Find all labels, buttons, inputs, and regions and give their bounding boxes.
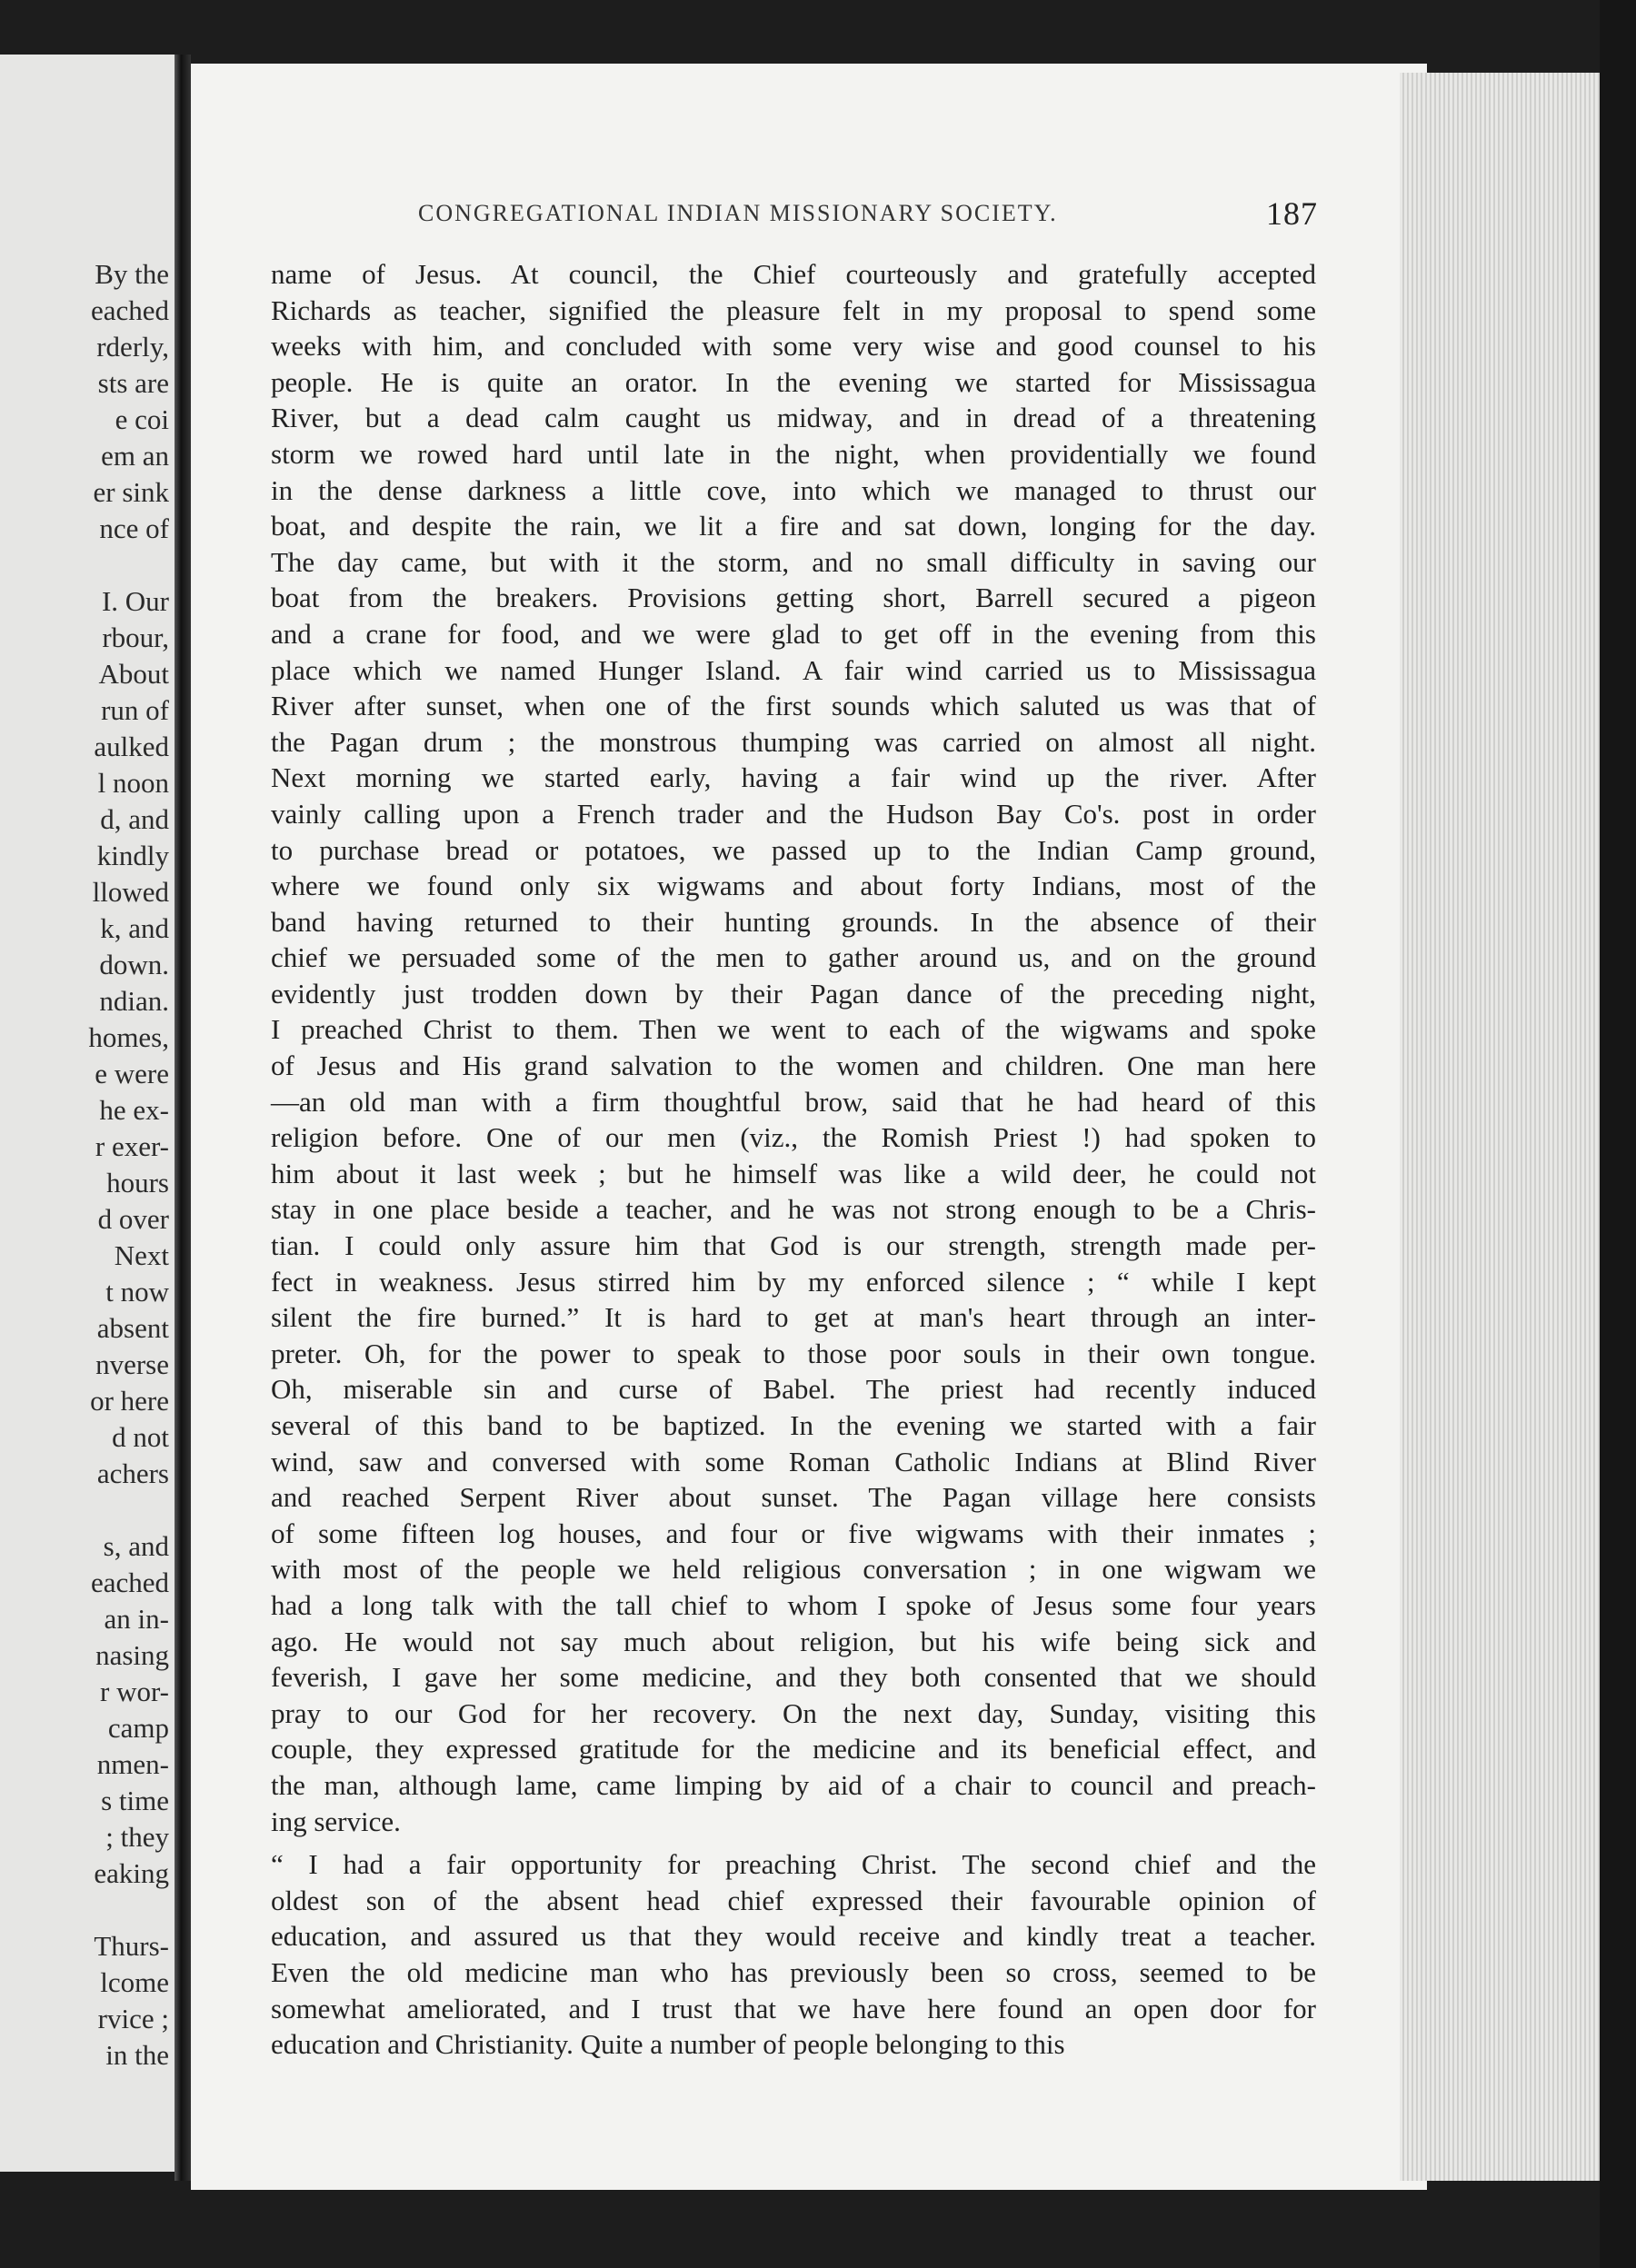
text-line: band having returned to their hunting grounds. In the absence of their	[271, 905, 1316, 938]
running-title: CONGREGATIONAL INDIAN MISSIONARY SOCIETY.	[418, 200, 1058, 226]
left-page-line: s time	[101, 1785, 169, 1816]
text-line: in the dense darkness a little cove, into which we managed to thrust our	[271, 473, 1316, 506]
left-page-line: aulked	[94, 731, 169, 762]
text-line: place which we named Hunger Island. A fair wind carried us to Mississagua	[271, 653, 1316, 686]
left-page-line	[88, 1492, 169, 1528]
left-page-line: rderly,	[96, 331, 169, 363]
text-line: River, but a dead calm caught us midway, and in dread of a threatening	[271, 402, 1316, 434]
text-line: and reached Serpent River about sunset. The Pagan village here consists	[271, 1481, 1316, 1514]
text-line: ing service.	[271, 1805, 401, 1837]
text-line: him about it last week ; but he himself was like a wild deer, he could not	[271, 1157, 1316, 1189]
text-line: Next morning we started early, having a fair wind up the river. After	[271, 761, 1316, 794]
text-line: chief we persuaded some of the men to gather around us, and on the ground	[271, 941, 1316, 974]
background-edge	[1600, 0, 1636, 2268]
left-page-line: Next	[114, 1239, 169, 1271]
text-line: with most of the people we held religious conversation ; in one wigwam we	[271, 1553, 1316, 1586]
left-page-line: ndian.	[99, 985, 169, 1017]
text-line: to purchase bread or potatoes, we passed up to the Indian Camp ground,	[271, 833, 1316, 866]
left-page-line: s, and	[103, 1530, 169, 1562]
left-page-line: camp	[107, 1712, 169, 1744]
page-header	[418, 195, 1318, 232]
text-line: —an old man with a firm thoughtful brow, said that he had heard of this	[271, 1085, 1316, 1118]
text-line: evidently just trodden down by their Pagan dance of the preceding night,	[271, 977, 1316, 1010]
left-page-line: e were	[95, 1058, 169, 1089]
left-page-line: eaking	[94, 1857, 169, 1889]
left-page-line: nmen-	[96, 1748, 169, 1780]
left-page-line: em an	[101, 440, 169, 472]
text-line: had a long talk with the tall chief to whom I spoke of Jesus some four years	[271, 1588, 1316, 1621]
text-line: silent the fire burned.” It is hard to get at man's heart through an inter-	[271, 1301, 1316, 1334]
left-page-line: eached	[90, 294, 169, 326]
book-gutter	[175, 55, 191, 2181]
text-line: stay in one place beside a teacher, and he was not strong enough to be a Chris-	[271, 1193, 1316, 1226]
left-page-line: e coi	[115, 403, 169, 435]
text-line: of Jesus and His grand salvation to the women and children. One man here	[271, 1049, 1316, 1082]
text-line: ago. He would not say much about religion, but his wife being sick and	[271, 1625, 1316, 1657]
left-page-line: down.	[99, 949, 169, 980]
text-line: “ I had a fair opportunity for preaching Christ. The second chief and the	[271, 1848, 1316, 1881]
left-page-line: t now	[105, 1276, 169, 1308]
text-line: people. He is quite an orator. In the evening we started for Mississagua	[271, 365, 1316, 398]
left-page-line: k, and	[100, 912, 169, 944]
left-page-line: Thurs-	[94, 1930, 169, 1962]
left-page-line: r wor-	[100, 1676, 169, 1707]
left-page-line: run of	[101, 694, 169, 726]
left-page-line: kindly	[96, 840, 169, 871]
text-line: and a crane for food, and we were glad to get off in the evening from this	[271, 617, 1316, 650]
text-line: couple, they expressed gratitude for the medicine and its beneficial effect, and	[271, 1733, 1316, 1766]
left-page-line: hours	[106, 1167, 169, 1199]
left-page-line: llowed	[92, 876, 169, 908]
text-line: boat, and despite the rain, we lit a fire and sat down, longing for the day.	[271, 510, 1316, 542]
left-page-line: eached	[90, 1567, 169, 1598]
text-line: feverish, I gave her some medicine, and they both consented that we should	[271, 1661, 1316, 1694]
text-line: the man, although lame, came limping by aid of a chair to council and preach-	[271, 1768, 1316, 1801]
left-page-line: rbour,	[102, 622, 169, 653]
left-page-line: lcome	[100, 1966, 169, 1998]
left-page-line: sts are	[97, 367, 169, 399]
left-page-line: I. Our	[101, 585, 169, 617]
left-page-line	[88, 547, 169, 583]
text-line: Oh, miserable sin and curse of Babel. The priest had recently induced	[271, 1373, 1316, 1406]
text-line: storm we rowed hard until late in the night, when providentially we found	[271, 437, 1316, 470]
left-page-line: nasing	[95, 1639, 169, 1671]
left-page-line: nce of	[99, 512, 169, 544]
left-page	[0, 55, 175, 2172]
text-line: weeks with him, and concluded with some very wise and good counsel to his	[271, 330, 1316, 363]
left-page-text	[88, 256, 169, 2074]
left-page-line: an in-	[104, 1603, 169, 1635]
text-line: education, and assured us that they would receive and kindly treat a teacher.	[271, 1920, 1316, 1953]
text-line: The day came, but with it the storm, and no small difficulty in saving our	[271, 545, 1316, 578]
text-line: tian. I could only assure him that God is our strength, strength made per-	[271, 1229, 1316, 1262]
text-line: Richards as teacher, signified the pleasure felt in my proposal to spend some	[271, 293, 1316, 326]
text-line: the Pagan drum ; the monstrous thumping was carried on almost all night.	[271, 725, 1316, 758]
text-line: several of this band to be baptized. In the evening we started with a fair	[271, 1409, 1316, 1441]
left-page-line: nverse	[95, 1348, 169, 1380]
text-line: boat from the breakers. Provisions getting short, Barrell secured a pigeon	[271, 582, 1316, 614]
page-edges	[1400, 73, 1600, 2181]
text-line: fect in weakness. Jesus stirred him by my enforced silence ; “ while I kept	[271, 1265, 1316, 1298]
text-line: where we found only six wigwams and about forty Indians, most of the	[271, 870, 1316, 902]
left-page-line: in the	[105, 2039, 169, 2071]
left-page-line: rvice ;	[97, 2003, 169, 2034]
paragraph-1	[271, 256, 1316, 1839]
text-line: of some fifteen log houses, and four or five wigwams with their inmates ;	[271, 1517, 1316, 1549]
left-page-line: achers	[96, 1457, 169, 1489]
left-page-line: d not	[112, 1421, 169, 1453]
text-line: religion before. One of our men (viz., the Romish Priest !) had spoken to	[271, 1121, 1316, 1154]
text-line: vainly calling upon a French trader and the Hudson Bay Co's. post in order	[271, 797, 1316, 830]
left-page-line: homes,	[88, 1021, 169, 1053]
text-line: name of Jesus. At council, the Chief courteously and gratefully accepted	[271, 258, 1316, 290]
text-line: somewhat ameliorated, and I trust that we have here found an open door for	[271, 1992, 1316, 2024]
text-line: wind, saw and conversed with some Roman Catholic Indians at Blind River	[271, 1445, 1316, 1477]
left-page-line: By the	[95, 258, 169, 290]
left-page-line: r exer-	[95, 1130, 169, 1162]
left-page-line: d, and	[100, 803, 169, 835]
text-line: pray to our God for her recovery. On the next day, Sunday, visiting this	[271, 1696, 1316, 1729]
left-page-line: he ex-	[99, 1094, 169, 1126]
paragraph-2	[271, 1846, 1316, 2063]
text-line: Even the old medicine man who has previously been so cross, seemed to be	[271, 1955, 1316, 1988]
left-page-line: absent	[96, 1312, 169, 1344]
left-page-line: er sink	[93, 476, 169, 508]
left-page-line	[88, 1892, 169, 1928]
left-page-line: l noon	[97, 767, 169, 799]
text-line: education and Christianity. Quite a number of people belonging to this	[271, 2028, 1065, 2061]
left-page-line: d over	[97, 1203, 169, 1235]
text-line: preter. Oh, for the power to speak to those poor souls in their own tongue.	[271, 1337, 1316, 1369]
text-line: River after sunset, when one of the first sounds which saluted us was that of	[271, 690, 1316, 722]
page-number: 187	[1266, 195, 1318, 232]
body-text	[271, 256, 1316, 2063]
text-line: oldest son of the absent head chief expressed their favourable opinion of	[271, 1884, 1316, 1916]
left-page-line: About	[98, 658, 169, 690]
text-line: I preached Christ to them. Then we went to each of the wigwams and spoke	[271, 1013, 1316, 1046]
left-page-line: or here	[90, 1385, 169, 1417]
left-page-line: ; they	[105, 1821, 169, 1853]
